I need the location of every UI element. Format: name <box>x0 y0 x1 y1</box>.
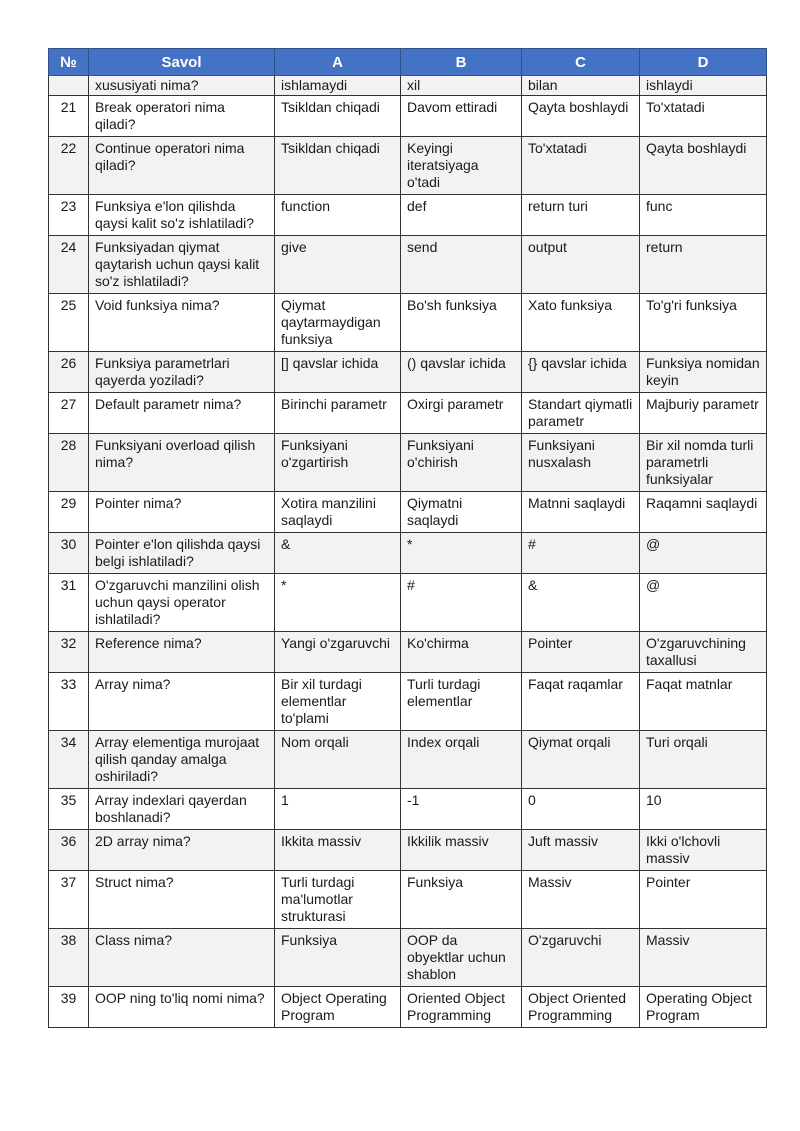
option-b: Oriented Object Programming <box>401 987 522 1028</box>
table-row <box>49 533 767 574</box>
question-text: Continue operatori nima qiladi? <box>89 137 275 195</box>
option-c: Funksiyani nusxalash <box>522 434 640 492</box>
question-number: 37 <box>49 871 89 929</box>
option-b: * <box>401 533 522 574</box>
question-text: Pointer e'lon qilishda qaysi belgi ishlatiladi? <box>89 533 275 574</box>
option-c: Standart qiymatli parametr <box>522 393 640 434</box>
question-text: Array indexlari qayerdan boshlanadi? <box>89 789 275 830</box>
option-d: Faqat matnlar <box>640 673 767 731</box>
table-row <box>49 352 767 393</box>
option-a: 1 <box>275 789 401 830</box>
table-row <box>49 137 767 195</box>
table-row <box>49 871 767 929</box>
question-text: O'zgaruvchi manzilini olish uchun qaysi operator ishlatiladi? <box>89 574 275 632</box>
question-number: 35 <box>49 789 89 830</box>
question-text: Default parametr nima? <box>89 393 275 434</box>
table-row <box>49 987 767 1028</box>
question-number: 24 <box>49 236 89 294</box>
quiz-table <box>48 48 767 1028</box>
table-body <box>49 76 767 1028</box>
header-question: Savol <box>89 49 275 76</box>
question-text: Array elementiga murojaat qilish qanday amalga oshiriladi? <box>89 731 275 789</box>
question-number: 36 <box>49 830 89 871</box>
option-c: Xato funksiya <box>522 294 640 352</box>
option-d: return <box>640 236 767 294</box>
option-d: O'zgaruvchining taxallusi <box>640 632 767 673</box>
option-d: Qayta boshlaydi <box>640 137 767 195</box>
table-header <box>49 49 767 76</box>
question-number: 27 <box>49 393 89 434</box>
option-d: To'g'ri funksiya <box>640 294 767 352</box>
table-row <box>49 76 767 96</box>
option-b: Bo'sh funksiya <box>401 294 522 352</box>
question-number: 32 <box>49 632 89 673</box>
option-a: Ikkita massiv <box>275 830 401 871</box>
header-option-a: A <box>275 49 401 76</box>
option-b: Ko'chirma <box>401 632 522 673</box>
table-row <box>49 731 767 789</box>
table-row <box>49 929 767 987</box>
question-number <box>49 76 89 96</box>
option-d: @ <box>640 533 767 574</box>
option-d: Funksiya nomidan keyin <box>640 352 767 393</box>
option-c: Matnni saqlaydi <box>522 492 640 533</box>
option-a: Turli turdagi ma'lumotlar strukturasi <box>275 871 401 929</box>
question-number: 28 <box>49 434 89 492</box>
option-d: 10 <box>640 789 767 830</box>
option-c: & <box>522 574 640 632</box>
question-text: 2D array nima? <box>89 830 275 871</box>
option-d: Raqamni saqlaydi <box>640 492 767 533</box>
question-text: xususiyati nima? <box>89 76 275 96</box>
option-c: output <box>522 236 640 294</box>
question-text: Funksiyadan qiymat qaytarish uchun qaysi kalit so'z ishlatiladi? <box>89 236 275 294</box>
option-a: give <box>275 236 401 294</box>
question-text: Class nima? <box>89 929 275 987</box>
option-c: Qiymat orqali <box>522 731 640 789</box>
table-row <box>49 574 767 632</box>
option-c: Object Oriented Programming <box>522 987 640 1028</box>
option-b: Davom ettiradi <box>401 96 522 137</box>
question-number: 29 <box>49 492 89 533</box>
option-a: Xotira manzilini saqlaydi <box>275 492 401 533</box>
option-d: To'xtatadi <box>640 96 767 137</box>
header-option-d: D <box>640 49 767 76</box>
option-c: Massiv <box>522 871 640 929</box>
question-text: Break operatori nima qiladi? <box>89 96 275 137</box>
option-a: [] qavslar ichida <box>275 352 401 393</box>
option-d: Turi orqali <box>640 731 767 789</box>
option-a: * <box>275 574 401 632</box>
question-text: Array nima? <box>89 673 275 731</box>
option-b: send <box>401 236 522 294</box>
option-c: {} qavslar ichida <box>522 352 640 393</box>
option-d: Ikki o'lchovli massiv <box>640 830 767 871</box>
table-row <box>49 96 767 137</box>
table-row <box>49 236 767 294</box>
option-d: Majburiy parametr <box>640 393 767 434</box>
question-number: 30 <box>49 533 89 574</box>
question-number: 22 <box>49 137 89 195</box>
option-b: Ikkilik massiv <box>401 830 522 871</box>
table-row <box>49 294 767 352</box>
table-row <box>49 673 767 731</box>
option-a: Object Operating Program <box>275 987 401 1028</box>
question-text: Struct nima? <box>89 871 275 929</box>
question-text: Funksiyani overload qilish nima? <box>89 434 275 492</box>
question-text: OOP ning to'liq nomi nima? <box>89 987 275 1028</box>
option-a: & <box>275 533 401 574</box>
option-b: Index orqali <box>401 731 522 789</box>
question-number: 34 <box>49 731 89 789</box>
option-b: Qiymatni saqlaydi <box>401 492 522 533</box>
table-row <box>49 789 767 830</box>
question-number: 38 <box>49 929 89 987</box>
question-text: Void funksiya nima? <box>89 294 275 352</box>
option-a: Yangi o'zgaruvchi <box>275 632 401 673</box>
option-c: O'zgaruvchi <box>522 929 640 987</box>
question-number: 25 <box>49 294 89 352</box>
option-d: Operating Object Program <box>640 987 767 1028</box>
header-option-c: C <box>522 49 640 76</box>
option-c: return turi <box>522 195 640 236</box>
table-row <box>49 393 767 434</box>
option-a: Funksiya <box>275 929 401 987</box>
option-b: OOP da obyektlar uchun shablon <box>401 929 522 987</box>
option-d: ishlaydi <box>640 76 767 96</box>
question-number: 33 <box>49 673 89 731</box>
option-b: () qavslar ichida <box>401 352 522 393</box>
option-c: Faqat raqamlar <box>522 673 640 731</box>
option-b: xil <box>401 76 522 96</box>
option-a: Nom orqali <box>275 731 401 789</box>
question-number: 26 <box>49 352 89 393</box>
option-d: @ <box>640 574 767 632</box>
option-c: 0 <box>522 789 640 830</box>
table-row <box>49 830 767 871</box>
question-text: Funksiya e'lon qilishda qaysi kalit so'z ishlatiladi? <box>89 195 275 236</box>
option-c: Juft massiv <box>522 830 640 871</box>
option-a: Funksiyani o'zgartirish <box>275 434 401 492</box>
option-c: Pointer <box>522 632 640 673</box>
table-row <box>49 492 767 533</box>
header-row <box>49 49 767 76</box>
option-b: Keyingi iteratsiyaga o'tadi <box>401 137 522 195</box>
option-c: To'xtatadi <box>522 137 640 195</box>
header-option-b: B <box>401 49 522 76</box>
question-text: Reference nima? <box>89 632 275 673</box>
option-b: # <box>401 574 522 632</box>
question-text: Pointer nima? <box>89 492 275 533</box>
question-text: Funksiya parametrlari qayerda yoziladi? <box>89 352 275 393</box>
option-b: Turli turdagi elementlar <box>401 673 522 731</box>
header-number: № <box>49 49 89 76</box>
option-c: # <box>522 533 640 574</box>
option-d: Massiv <box>640 929 767 987</box>
option-c: bilan <box>522 76 640 96</box>
option-a: Tsikldan chiqadi <box>275 137 401 195</box>
option-a: Tsikldan chiqadi <box>275 96 401 137</box>
option-b: Funksiyani o'chirish <box>401 434 522 492</box>
option-b: -1 <box>401 789 522 830</box>
option-a: ishlamaydi <box>275 76 401 96</box>
option-a: Bir xil turdagi elementlar to'plami <box>275 673 401 731</box>
option-a: function <box>275 195 401 236</box>
table-row <box>49 195 767 236</box>
question-number: 21 <box>49 96 89 137</box>
option-d: Bir xil nomda turli parametrli funksiyalar <box>640 434 767 492</box>
option-b: Oxirgi parametr <box>401 393 522 434</box>
table-row <box>49 434 767 492</box>
option-a: Qiymat qaytarmaydigan funksiya <box>275 294 401 352</box>
question-number: 31 <box>49 574 89 632</box>
question-number: 23 <box>49 195 89 236</box>
option-b: def <box>401 195 522 236</box>
table-row <box>49 632 767 673</box>
option-b: Funksiya <box>401 871 522 929</box>
option-d: Pointer <box>640 871 767 929</box>
question-number: 39 <box>49 987 89 1028</box>
option-d: func <box>640 195 767 236</box>
option-a: Birinchi parametr <box>275 393 401 434</box>
option-c: Qayta boshlaydi <box>522 96 640 137</box>
